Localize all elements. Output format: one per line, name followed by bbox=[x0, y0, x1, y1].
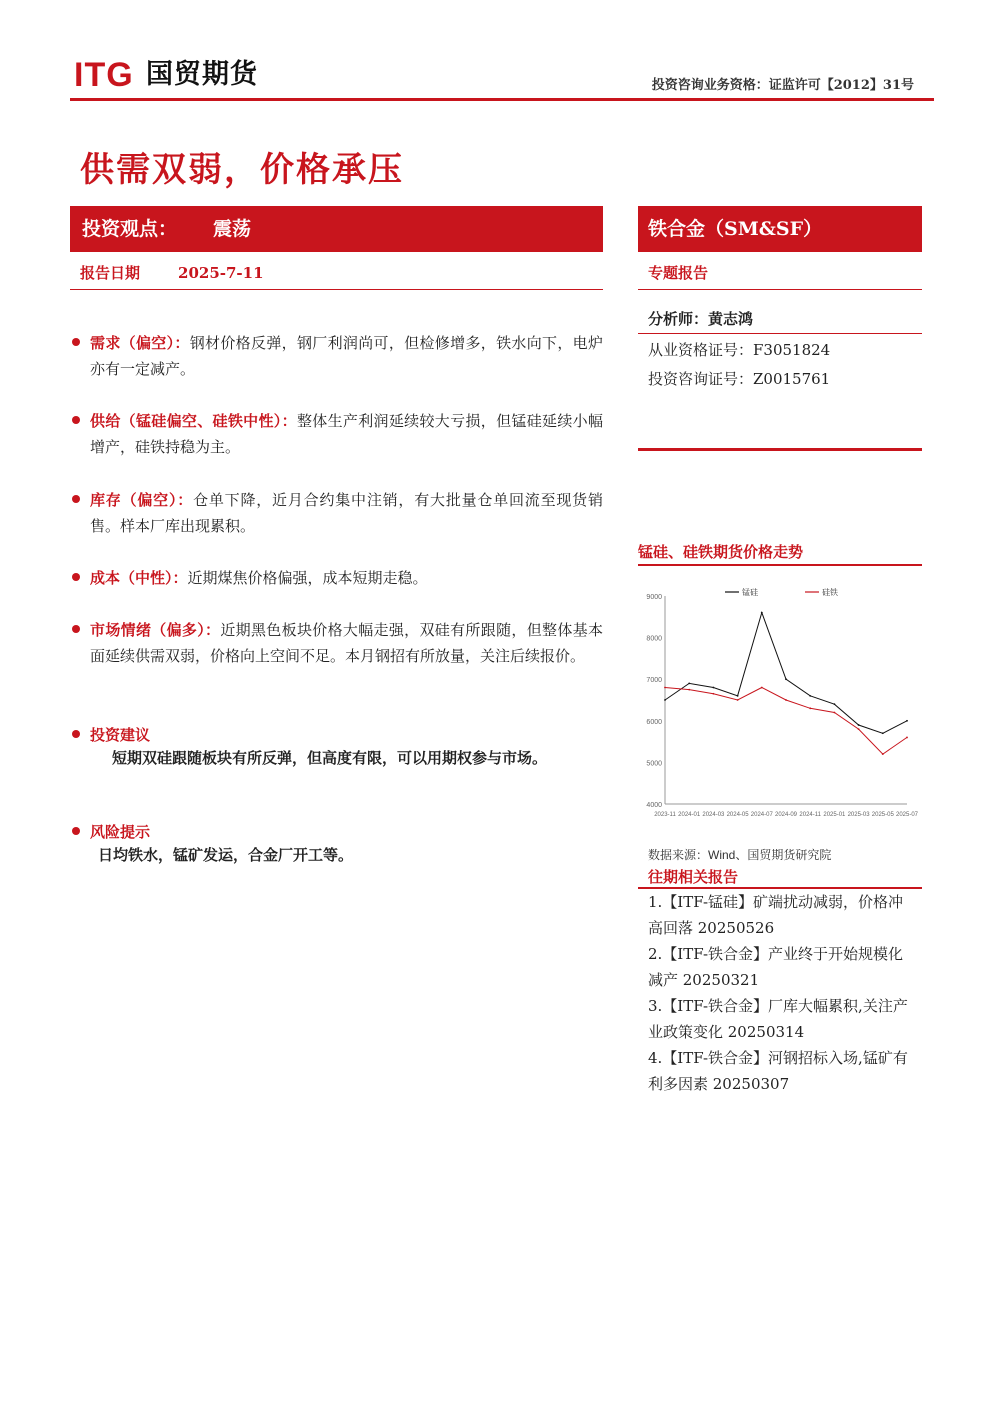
bullet-text: 近期煤焦价格偏强，成本短期走稳。 bbox=[187, 569, 428, 587]
chart-title: 锰硅、硅铁期货价格走势 bbox=[638, 543, 804, 561]
investment-view-value: 震荡 bbox=[213, 218, 252, 240]
analyst-divider bbox=[638, 333, 922, 334]
bullet-supply bbox=[70, 408, 603, 460]
chart-point bbox=[906, 720, 908, 722]
bullet-demand bbox=[70, 330, 603, 382]
chart-point bbox=[737, 699, 739, 701]
brand-logo-itg: ITG bbox=[74, 56, 134, 94]
past-reports-title: 往期相关报告 bbox=[648, 868, 739, 886]
chart-x-tick-label: 2025-03 bbox=[847, 812, 870, 818]
chart-title-divider bbox=[638, 564, 922, 566]
chart-y-tick-label: 7000 bbox=[646, 677, 662, 685]
report-date-value: 2025-7-11 bbox=[178, 264, 264, 282]
chart-x-tick-label: 2025-07 bbox=[895, 812, 919, 818]
bullet-text: 钢材价格反弹，钢厂利润尚可，但检修增多，铁水向下，电炉亦有一定减产。 bbox=[90, 334, 603, 378]
chart-point bbox=[858, 724, 860, 726]
chart-x-tick-label: 2024-05 bbox=[726, 812, 749, 818]
chart-point bbox=[664, 687, 666, 689]
header-divider bbox=[70, 98, 934, 101]
chart-source: 数据来源：Wind、国贸期货研究院 bbox=[648, 848, 832, 862]
price-chart bbox=[645, 578, 919, 824]
risk-warning-label: 风险提示 bbox=[90, 823, 151, 841]
past-report-item[interactable]: 4.【ITF-铁合金】河钢招标入场,锰矿有利多因素 20250307 bbox=[648, 1049, 908, 1093]
bullet-dot bbox=[72, 338, 80, 346]
bullet-text: 仓单下降，近月合约集中注销，有大批量仓单回流至现货销售。样本厂库出现累积。 bbox=[90, 491, 603, 535]
bullet-cost bbox=[70, 565, 603, 591]
bullet-sentiment bbox=[70, 617, 603, 669]
chart-point bbox=[688, 682, 690, 684]
chart-point bbox=[688, 689, 690, 691]
bullet-dot bbox=[72, 573, 80, 581]
past-report-item[interactable]: 1.【ITF-锰硅】矿端扰动减弱，价格冲高回落 20250526 bbox=[648, 893, 904, 937]
report-type-divider bbox=[638, 289, 922, 290]
bullet-inventory bbox=[70, 487, 603, 539]
chart-y-tick-label: 9000 bbox=[646, 594, 662, 601]
bullet-label: 需求（偏空）： bbox=[90, 334, 190, 352]
past-report-item[interactable]: 2.【ITF-铁合金】产业终于开始规模化减产 20250321 bbox=[648, 945, 904, 989]
product-bar: 铁合金（SM&SF） bbox=[638, 206, 922, 252]
bullet-label: 供给（锰硅偏空、硅铁中性）： bbox=[90, 412, 297, 430]
chart-x-tick-label: 2023-11 bbox=[654, 812, 676, 818]
chart-point bbox=[761, 612, 763, 614]
chart-point bbox=[761, 687, 763, 689]
chart-point bbox=[882, 753, 884, 755]
chart-point bbox=[737, 695, 739, 697]
chart-x-tick-label: 2025-05 bbox=[871, 812, 894, 818]
chart-point bbox=[882, 732, 884, 734]
chart-point bbox=[664, 699, 666, 701]
chart-point bbox=[785, 699, 787, 701]
chart-y-tick-label: 6000 bbox=[646, 718, 662, 726]
report-type: 专题报告 bbox=[648, 264, 709, 282]
analyst-name: 分析师：黄志鸿 bbox=[648, 310, 754, 328]
bullet-text: 近期黑色板块价格大幅走强，双硅有所跟随，但整体基本面延续供需双弱，价格向上空间不足。本月钢招有所放量，关注后续报价。 bbox=[90, 621, 603, 665]
chart-point bbox=[906, 737, 908, 739]
chart-y-tick-label: 8000 bbox=[646, 635, 662, 643]
bullet-dot bbox=[72, 416, 80, 424]
bullet-dot bbox=[72, 730, 80, 738]
analyst-cert-consulting: 投资咨询证号：Z0015761 bbox=[648, 370, 831, 388]
chart-x-tick-label: 2024-01 bbox=[678, 812, 701, 818]
past-reports-list bbox=[648, 889, 918, 1097]
date-divider bbox=[70, 289, 603, 290]
chart-series-line bbox=[665, 688, 907, 755]
report-date-label: 报告日期 bbox=[80, 264, 141, 282]
chart-x-tick-label: 2024-11 bbox=[799, 812, 821, 818]
chart-point bbox=[809, 707, 811, 709]
chart-point bbox=[834, 703, 836, 705]
chart-y-tick-label: 4000 bbox=[646, 802, 662, 809]
chart-point bbox=[713, 693, 715, 695]
chart-x-tick-label: 2024-09 bbox=[774, 812, 798, 818]
chart-series-line bbox=[665, 613, 907, 734]
investment-view-bar bbox=[70, 206, 603, 252]
bullet-label: 库存（偏空）： bbox=[90, 491, 194, 509]
license-text: 投资咨询业务资格：证监许可【2012】31号 bbox=[651, 78, 914, 93]
bullet-dot bbox=[72, 625, 80, 633]
bullet-label: 成本（中性）： bbox=[90, 569, 188, 587]
chart-point bbox=[713, 687, 715, 689]
chart-legend-label: 硅铁 bbox=[822, 588, 838, 597]
chart-point bbox=[785, 678, 787, 680]
chart-point bbox=[809, 695, 811, 697]
bullet-label: 市场情绪（偏多）： bbox=[90, 621, 221, 639]
chart-y-tick-label: 5000 bbox=[646, 760, 662, 768]
investment-advice-label: 投资建议 bbox=[90, 726, 151, 744]
risk-warning-text: 日均铁水，锰矿发运，合金厂开工等。 bbox=[98, 846, 354, 864]
chart-x-tick-label: 2024-07 bbox=[750, 812, 773, 818]
report-title: 供需双弱，价格承压 bbox=[80, 150, 404, 190]
bullet-text: 整体生产利润延续较大亏损，但锰硅延续小幅增产，硅铁持稳为主。 bbox=[90, 412, 603, 456]
past-report-item[interactable]: 3.【ITF-铁合金】厂库大幅累积,关注产业政策变化 20250314 bbox=[648, 997, 908, 1041]
analyst-cert-qualification: 从业资格证号：F3051824 bbox=[648, 341, 831, 359]
chart-point bbox=[834, 712, 836, 714]
chart-point bbox=[858, 728, 860, 730]
chart-x-tick-label: 2025-01 bbox=[823, 812, 846, 818]
investment-advice-text: 短期双硅跟随板块有所反弹，但高度有限，可以用期权参与市场。 bbox=[112, 749, 548, 767]
investment-view-label: 投资观点： bbox=[82, 218, 178, 240]
chart-legend-label: 锰硅 bbox=[742, 588, 758, 597]
chart-x-tick-label: 2024-03 bbox=[702, 812, 725, 818]
report-date-row bbox=[80, 262, 264, 283]
analyst-section-end bbox=[638, 448, 922, 451]
brand-logo-cn: 国贸期货 bbox=[146, 59, 258, 90]
bullet-dot bbox=[72, 827, 80, 835]
bullet-dot bbox=[72, 495, 80, 503]
